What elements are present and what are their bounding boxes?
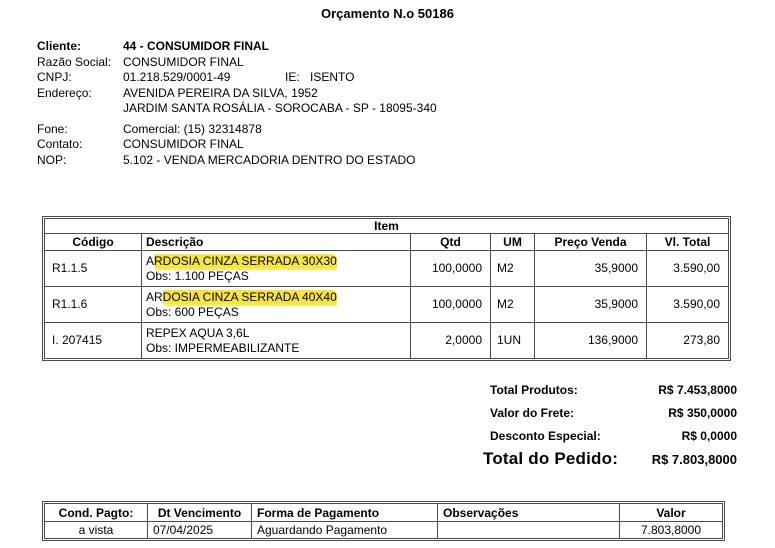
items-table-title: Item [45, 219, 729, 234]
contato-value: CONSUMIDOR FINAL [123, 137, 244, 151]
items-table-header-row [45, 234, 729, 251]
col-header-um: UM [491, 234, 535, 251]
payment-table [42, 501, 725, 541]
razao-social-value: CONSUMIDOR FINAL [123, 54, 244, 69]
valor-frete-label: Valor do Frete: [490, 406, 575, 420]
grand-total-row [483, 449, 737, 468]
payment-col-valor: Valor [620, 504, 723, 522]
preco-venda-cell: 35,9000 [535, 287, 647, 323]
info-row-endereco-2 [37, 101, 437, 117]
payment-col-observacoes: Observações [438, 504, 620, 522]
razao-social-label: Razão Social: [37, 54, 112, 69]
obs-text: Obs: IMPERMEABILIZANTE [146, 340, 300, 355]
um-cell: M2 [491, 287, 535, 323]
grand-total-value: R$ 7.803,8000 [651, 452, 737, 467]
total-produtos-value: R$ 7.453,8000 [658, 383, 737, 397]
highlight-marker: RDOSIA CINZA SERRADA 30X30 [154, 253, 337, 268]
desc-text: A [146, 253, 155, 268]
info-row-razao-social [37, 55, 437, 71]
qtd-cell: 100,0000 [411, 287, 491, 323]
valor-cell: 7.803,8000 [620, 522, 723, 539]
desc-text: REPEX AQUA 3,6L [146, 325, 250, 340]
table-row [45, 251, 729, 287]
total-produtos-label: Total Produtos: [490, 383, 578, 397]
info-row-endereco [37, 86, 437, 102]
total-row-desconto [483, 429, 737, 443]
cliente-label: Cliente: [37, 39, 82, 53]
table-row [45, 287, 729, 323]
table-row [45, 323, 729, 359]
cnpj-value: 01.218.529/0001-49 [123, 70, 231, 84]
obs-text: Obs: 1.100 PEÇAS [146, 268, 249, 283]
descricao-cell [142, 251, 411, 287]
info-row-nop [37, 153, 437, 169]
endereco-value-line1: AVENIDA PEREIRA DA SILVA, 1952 [123, 85, 318, 100]
vl-total-cell: 273,80 [647, 323, 729, 359]
um-cell: 1UN [491, 323, 535, 359]
col-header-vl-total: Vl. Total [647, 234, 729, 251]
obs-text: Obs: 600 PEÇAS [146, 304, 239, 319]
endereco-label: Endereço: [37, 85, 92, 100]
col-header-qtd: Qtd [411, 234, 491, 251]
ie-label: IE: [285, 70, 300, 84]
observacoes-cell [438, 522, 620, 539]
info-row-cliente [37, 39, 437, 55]
contato-label: Contato: [37, 137, 83, 151]
items-table-title-row [45, 219, 729, 234]
items-table [42, 216, 731, 361]
payment-row [45, 522, 723, 539]
ie-value: ISENTO [310, 70, 355, 84]
vl-total-cell: 3.590,00 [647, 251, 729, 287]
dt-vencimento-cell: 07/04/2025 [148, 522, 252, 539]
preco-venda-cell: 136,9000 [535, 323, 647, 359]
fone-label: Fone: [37, 121, 68, 136]
codigo-cell: R1.1.6 [45, 287, 142, 323]
descricao-cell [142, 323, 411, 359]
descricao-cell [142, 287, 411, 323]
info-row-cnpj [37, 70, 437, 86]
desconto-especial-label: Desconto Especial: [490, 429, 601, 443]
payment-col-dt-vencimento: Dt Vencimento [148, 504, 252, 522]
fone-value: Comercial: (15) 32314878 [123, 121, 262, 136]
valor-frete-value: R$ 350,0000 [668, 406, 737, 420]
info-row-contato [37, 137, 437, 153]
vl-total-cell: 3.590,00 [647, 287, 729, 323]
desc-text: AR [146, 289, 163, 304]
qtd-cell: 100,0000 [411, 251, 491, 287]
info-row-fone [37, 122, 437, 138]
page-title: Orçamento N.o 50186 [321, 6, 454, 21]
grand-total-label: Total do Pedido: [483, 449, 619, 468]
preco-venda-cell: 35,9000 [535, 251, 647, 287]
col-header-preco-venda: Preço Venda [535, 234, 647, 251]
payment-header-row [45, 504, 723, 522]
client-info-section [37, 39, 437, 168]
totals-section [483, 383, 737, 467]
total-row-frete [483, 406, 737, 420]
codigo-cell: R1.1.5 [45, 251, 142, 287]
col-header-codigo: Código [45, 234, 142, 251]
payment-col-cond-pagto: Cond. Pagto: [45, 504, 148, 522]
qtd-cell: 2,0000 [411, 323, 491, 359]
highlight-marker: DOSIA CINZA SERRADA 40X40 [162, 289, 337, 304]
cond-pagto-cell: a vista [45, 522, 148, 539]
endereco-label-spacer [37, 101, 123, 117]
cnpj-label: CNPJ: [37, 70, 72, 84]
endereco-value-line2: JARDIM SANTA ROSÁLIA - SOROCABA - SP - 18095-340 [123, 101, 437, 115]
total-row-produtos [483, 383, 737, 397]
um-cell: M2 [491, 251, 535, 287]
payment-col-forma-pagamento: Forma de Pagamento [252, 504, 438, 522]
col-header-descricao: Descrição [142, 234, 411, 251]
codigo-cell: I. 207415 [45, 323, 142, 359]
cliente-value: 44 - CONSUMIDOR FINAL [123, 39, 270, 53]
desconto-especial-value: R$ 0,0000 [681, 429, 737, 443]
nop-label: NOP: [37, 152, 67, 167]
forma-pagamento-cell: Aguardando Pagamento [252, 522, 438, 539]
nop-value: 5.102 - VENDA MERCADORIA DENTRO DO ESTADO [123, 152, 416, 167]
